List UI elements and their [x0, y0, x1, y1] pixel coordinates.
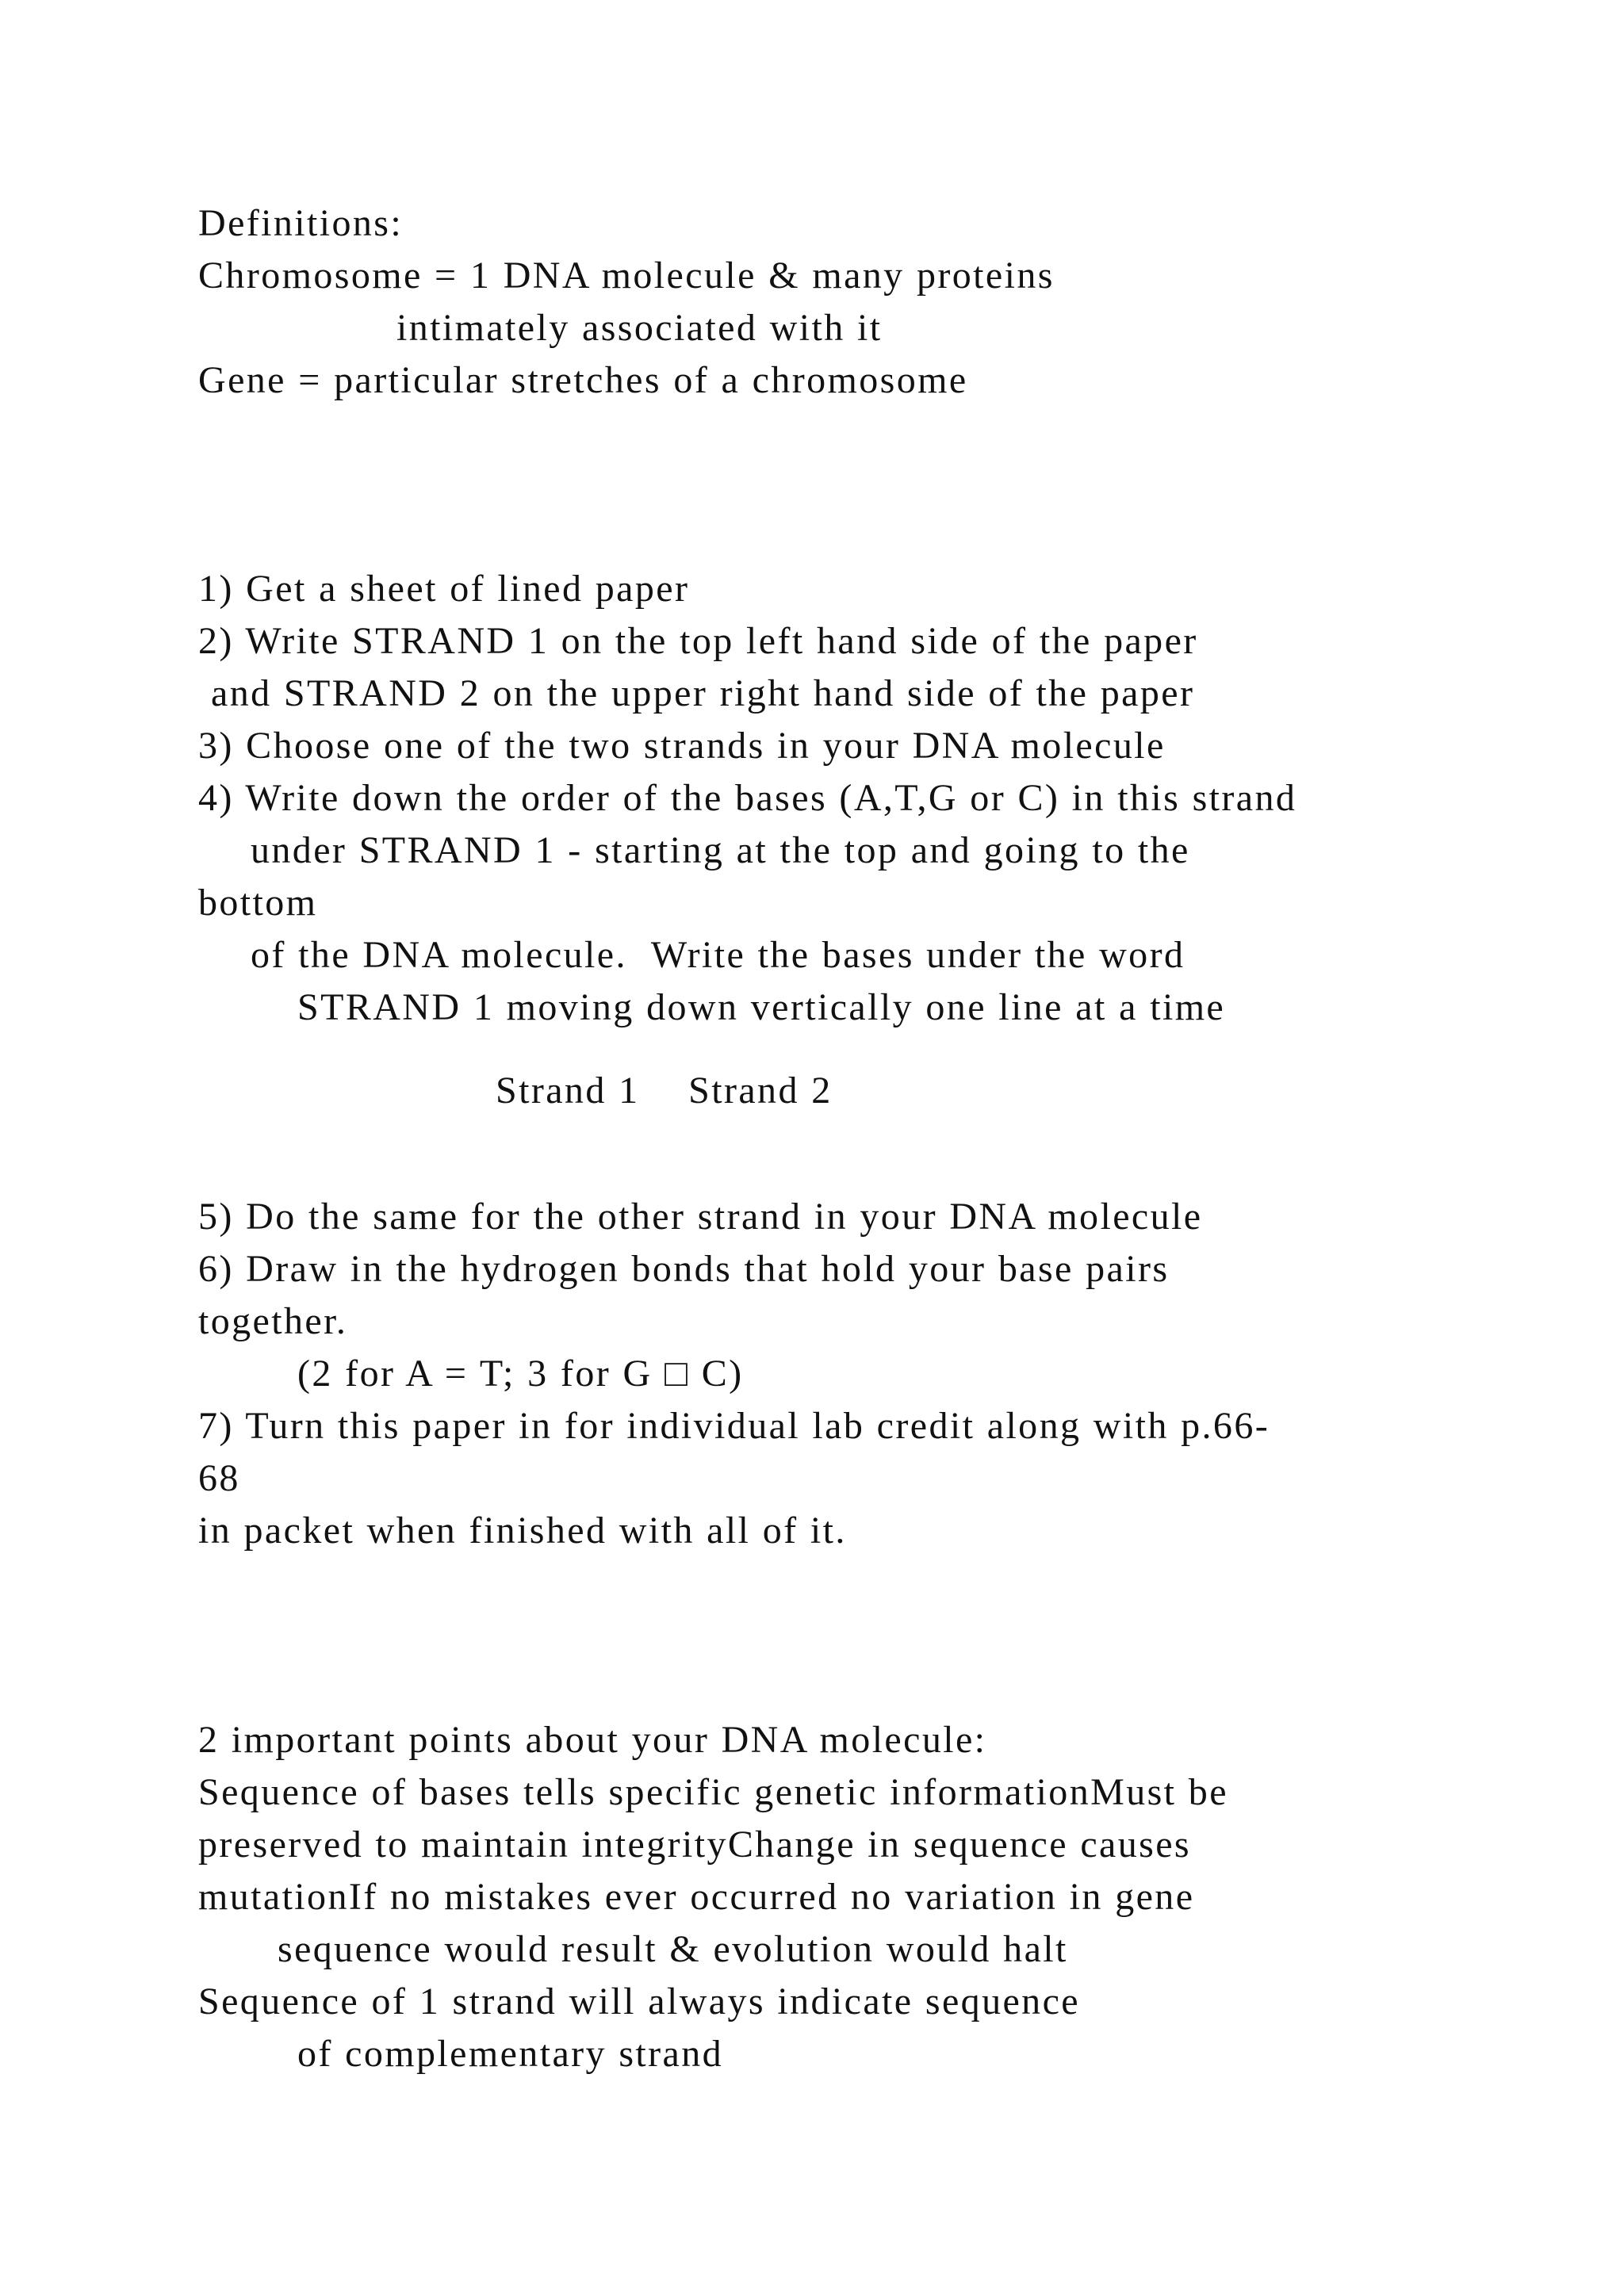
chromosome-definition-continued: intimately associated with it — [396, 307, 883, 349]
points-heading: 2 important points about your DNA molecule: — [198, 1719, 987, 1761]
point-line-2: preserved to maintain integrityChange in sequence causes — [198, 1823, 1192, 1866]
step-2: 2) Write STRAND 1 on the top left hand side of the paper — [198, 620, 1198, 662]
step-4-continued-1: under STRAND 1 - starting at the top and going to the — [251, 829, 1190, 871]
definitions-heading: Definitions: — [198, 202, 404, 244]
step-4: 4) Write down the order of the bases (A,T,G or C) in this strand — [198, 777, 1297, 819]
step-5: 5) Do the same for the other strand in your DNA molecule — [198, 1196, 1203, 1238]
step-2-continued: and STRAND 2 on the upper right hand side of the paper — [211, 672, 1195, 714]
strand-headers: Strand 1 Strand 2 — [496, 1070, 833, 1112]
point-line-1: Sequence of bases tells specific genetic informationMust be — [198, 1771, 1228, 1813]
point-line-6: of complementary strand — [297, 2033, 724, 2075]
step-7: 7) Turn this paper in for individual lab credit along with p.66- — [198, 1405, 1270, 1447]
point-line-5: Sequence of 1 strand will always indicate sequence — [198, 1980, 1080, 2022]
step-4-continued-3: of the DNA molecule. Write the bases under the word — [251, 934, 1185, 976]
step-4-continued-2: bottom — [198, 882, 318, 924]
step-4-continued-4: STRAND 1 moving down vertically one line at a time — [297, 986, 1226, 1028]
step-1: 1) Get a sheet of lined paper — [198, 568, 690, 610]
step-3: 3) Choose one of the two strands in your DNA molecule — [198, 725, 1166, 767]
point-line-4: sequence would result & evolution would halt — [278, 1928, 1068, 1970]
step-6: 6) Draw in the hydrogen bonds that hold your base pairs — [198, 1248, 1170, 1290]
step-6-continued-1: together. — [198, 1300, 348, 1342]
step-7-continued-2: in packet when finished with all of it. — [198, 1510, 847, 1552]
step-7-continued-1: 68 — [198, 1457, 240, 1499]
step-6-continued-2: (2 for A = T; 3 for G □ C) — [297, 1353, 744, 1395]
chromosome-definition: Chromosome = 1 DNA molecule & many proteins — [198, 254, 1055, 297]
gene-definition: Gene = particular stretches of a chromosome — [198, 359, 968, 401]
point-line-3: mutationIf no mistakes ever occurred no variation in gene — [198, 1876, 1195, 1918]
